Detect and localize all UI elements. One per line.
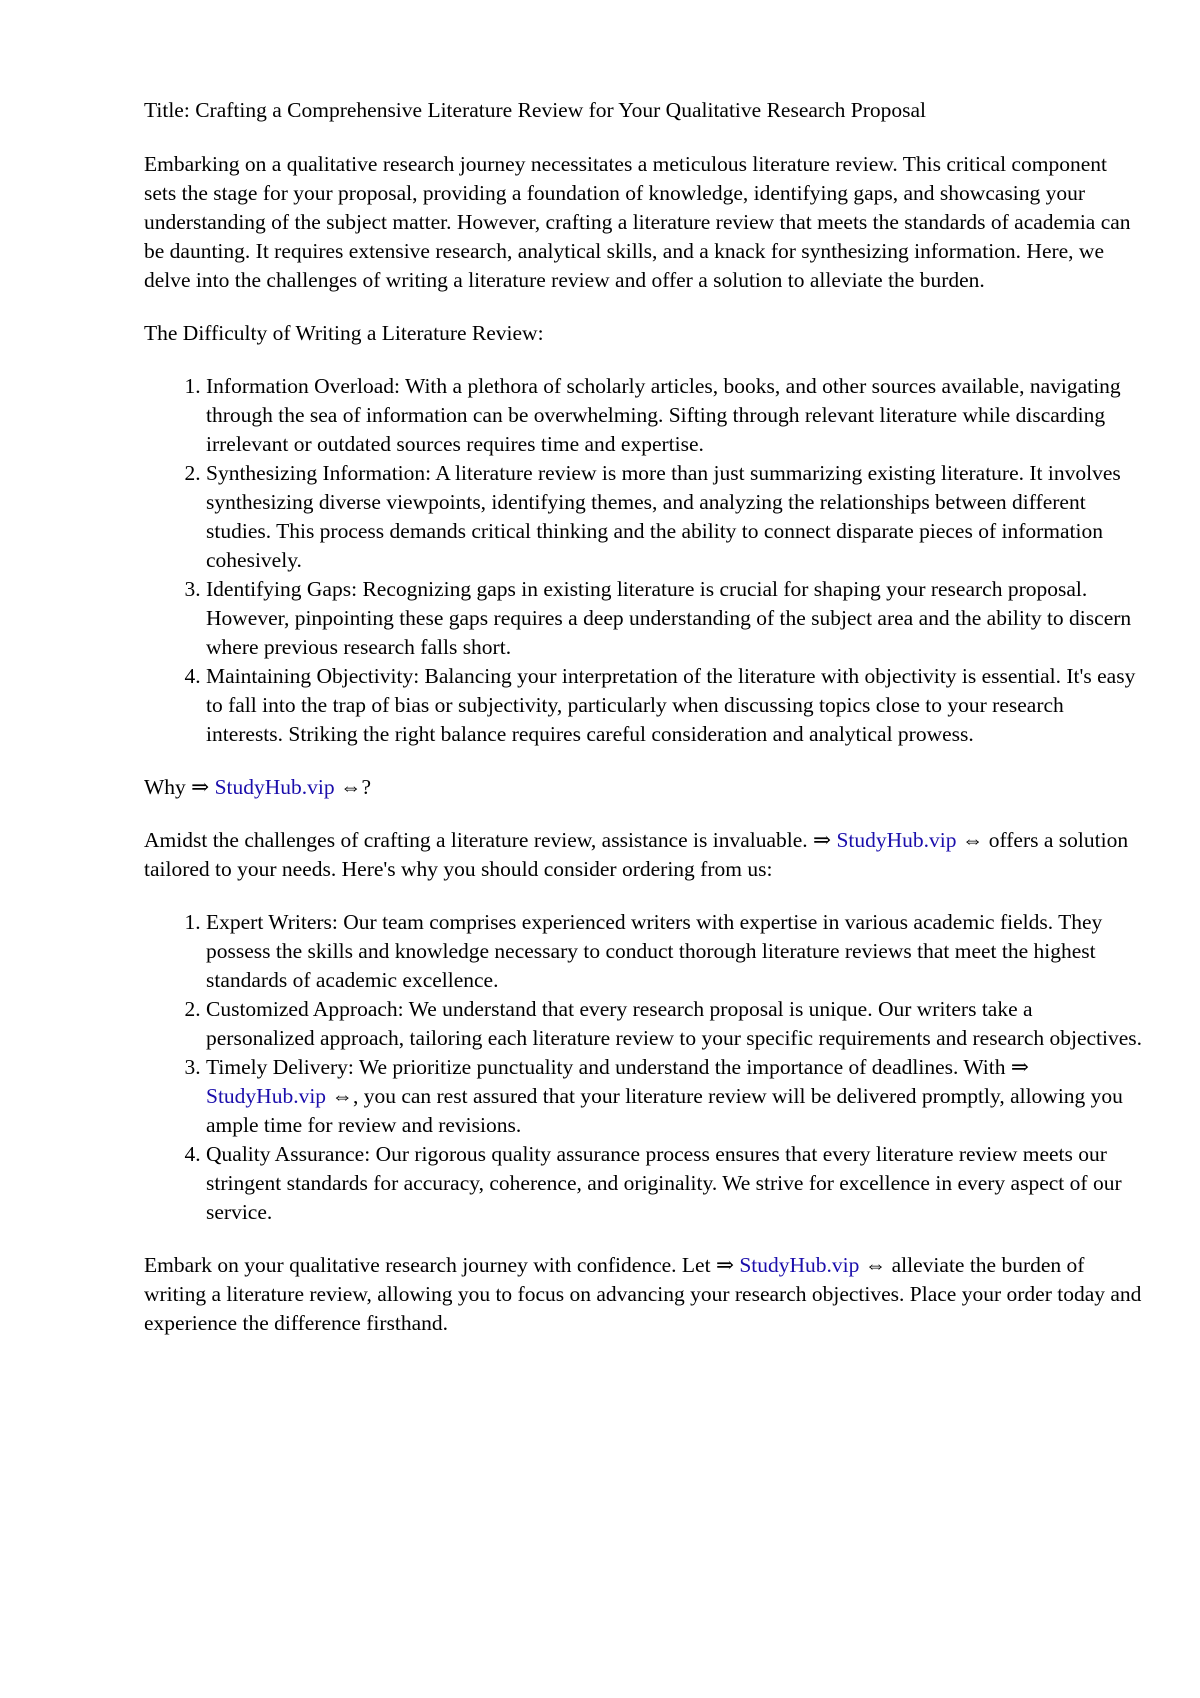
list-item: 1. Information Overload: With a plethora of scholarly articles, books, and other sources available, navigating through the sea of information can be overwhelming. Sifting through relevant literature while discarding irrelevant or outdated sources requires time and expertise. xyxy=(206,372,1144,459)
why-suffix: ? xyxy=(361,775,372,799)
arrow-both-icon: ⇔ xyxy=(340,775,362,799)
arrow-right-icon: ⇒ xyxy=(191,775,210,799)
list-item: 4. Maintaining Objectivity: Balancing your interpretation of the literature with objectivity is essential. It's easy to fall into the trap of bias or subjectivity, particularly when discussing topics close to your research interests. Striking the right balance requires careful consideration and analytical prowess. xyxy=(206,662,1144,749)
studyhub-link[interactable]: StudyHub.vip xyxy=(739,1253,860,1277)
arrow-both-icon: ⇔ xyxy=(864,1253,887,1277)
document-page xyxy=(144,96,1144,1362)
list-item: 1. Expert Writers: Our team comprises experienced writers with expertise in various academic fields. They possess the skills and knowledge necessary to conduct thorough literature reviews that meet the highest standards of academic excellence. xyxy=(206,908,1144,995)
why-heading xyxy=(144,773,1144,802)
reasons-list xyxy=(144,908,1144,1227)
arrow-both-icon: ⇔ xyxy=(961,828,984,852)
amidst-paragraph xyxy=(144,826,1144,884)
list-item: 4. Quality Assurance: Our rigorous quality assurance process ensures that every literature review meets our stringent standards for accuracy, coherence, and originality. We strive for excellence in every aspect of our service. xyxy=(206,1140,1144,1227)
reason3-before: Timely Delivery: We prioritize punctuality and understand the importance of deadlines. With xyxy=(206,1055,1006,1079)
difficulty-heading: The Difficulty of Writing a Literature Review: xyxy=(144,321,544,345)
closing-after: alleviate the burden of writing a literature review, allowing you to focus on advancing your research objectives. Place your order today and experience the difference firsthand. xyxy=(144,1253,1142,1335)
reason3-after: , you can rest assured that your literature review will be delivered promptly, allowing you ample time for review and revisions. xyxy=(206,1084,1123,1137)
closing-paragraph xyxy=(144,1251,1144,1338)
arrow-both-icon: ⇔ xyxy=(331,1084,353,1108)
arrow-right-icon: ⇒ xyxy=(813,828,832,852)
studyhub-link[interactable]: StudyHub.vip xyxy=(214,775,335,799)
list-item xyxy=(206,1053,1144,1140)
document-title: Title: Crafting a Comprehensive Literature Review for Your Qualitative Research Proposal xyxy=(144,98,926,122)
closing-before: Embark on your qualitative research journey with confidence. Let xyxy=(144,1253,711,1277)
arrow-right-icon: ⇒ xyxy=(1010,1055,1029,1079)
difficulty-list xyxy=(144,372,1144,749)
list-item: 2. Customized Approach: We understand that every research proposal is unique. Our writers take a personalized approach, tailoring each literature review to your specific requirements and research objectives. xyxy=(206,995,1144,1053)
list-item: 3. Identifying Gaps: Recognizing gaps in existing literature is crucial for shaping your research proposal. However, pinpointing these gaps requires a deep understanding of the subject area and the ability to discern where previous research falls short. xyxy=(206,575,1144,662)
studyhub-link[interactable]: StudyHub.vip xyxy=(206,1084,327,1108)
intro-paragraph: Embarking on a qualitative research journey necessitates a meticulous literature review. This critical component sets the stage for your proposal, providing a foundation of knowledge, identifying gaps, and showcasing your understanding of the subject matter. However, crafting a literature review that meets the standards of academia can be daunting. It requires extensive research, analytical skills, and a knack for synthesizing information. Here, we delve into the challenges of writing a literature review and offer a solution to alleviate the burden. xyxy=(144,152,1131,292)
amidst-after: offers a solution tailored to your needs. Here's why you should consider ordering from us: xyxy=(144,828,1129,881)
amidst-before: Amidst the challenges of crafting a literature review, assistance is invaluable. xyxy=(144,828,808,852)
why-prefix: Why xyxy=(144,775,186,799)
list-item: 2. Synthesizing Information: A literature review is more than just summarizing existing literature. It involves synthesizing diverse viewpoints, identifying themes, and analyzing the relationships between different studies. This process demands critical thinking and the ability to connect disparate pieces of information cohesively. xyxy=(206,459,1144,575)
studyhub-link[interactable]: StudyHub.vip xyxy=(836,828,957,852)
arrow-right-icon: ⇒ xyxy=(715,1253,734,1277)
